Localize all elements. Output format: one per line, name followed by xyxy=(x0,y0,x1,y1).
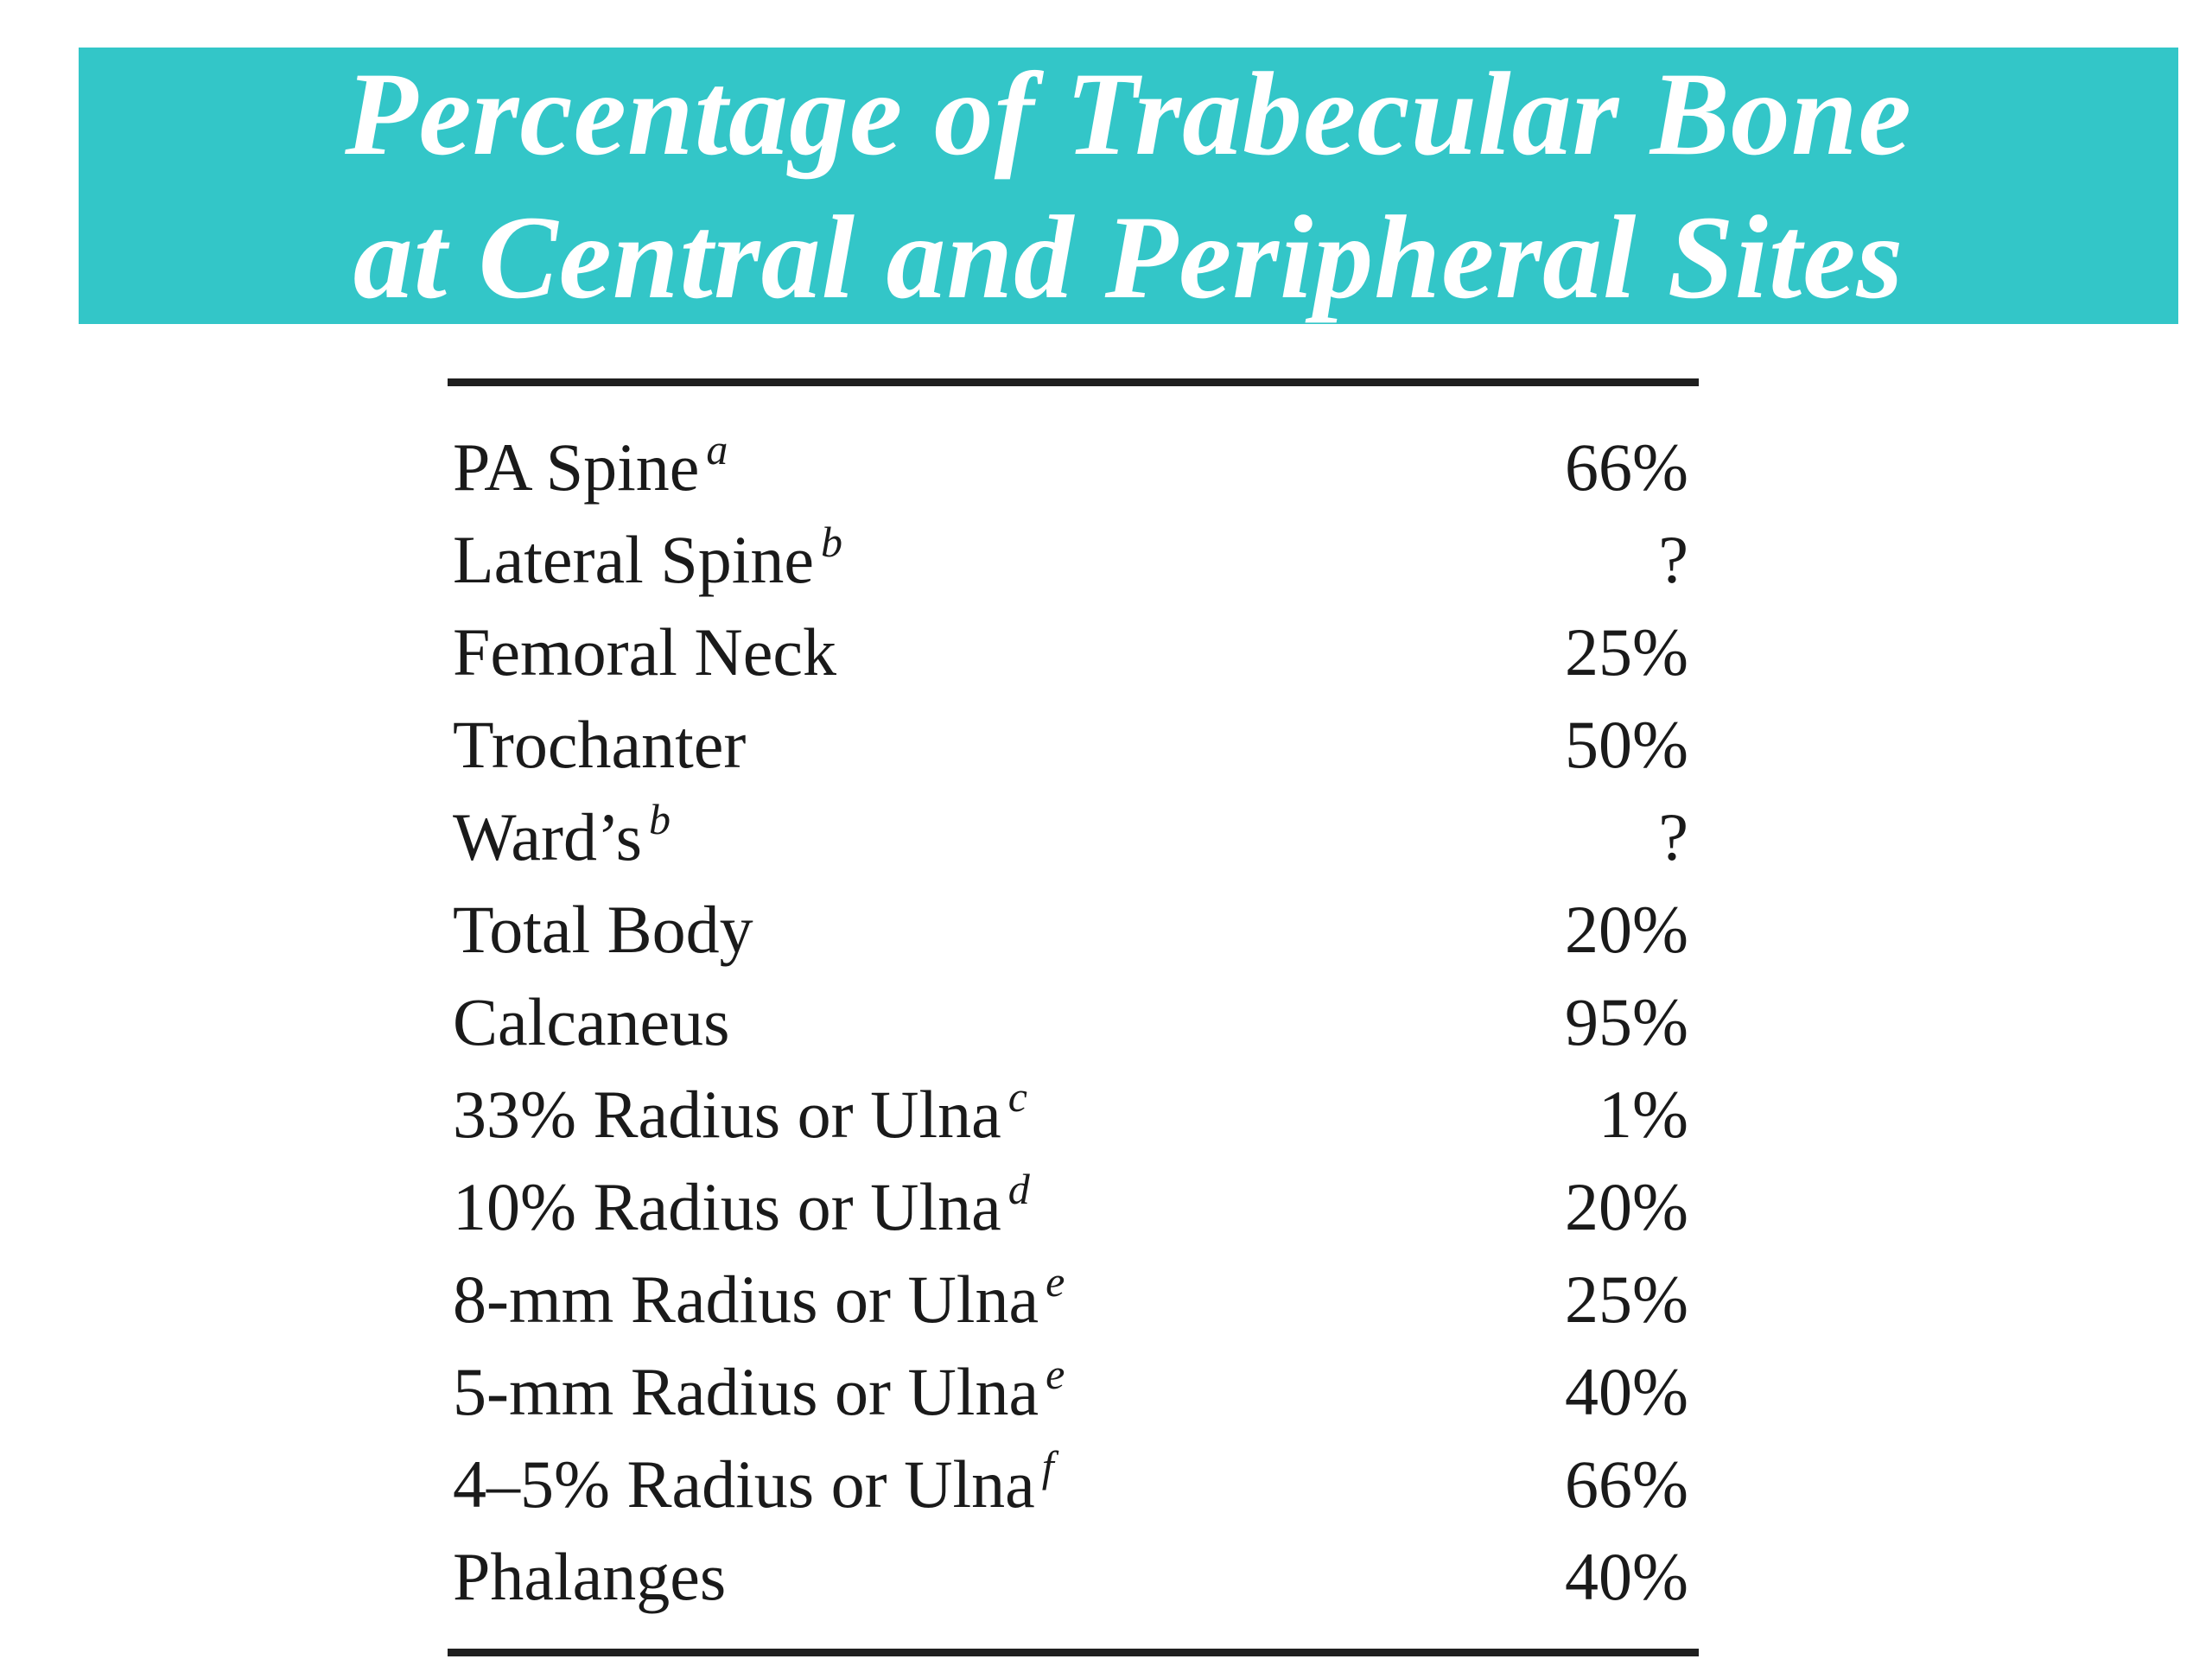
site-cell xyxy=(448,1438,1054,1539)
site-label: Ward’s xyxy=(453,799,642,874)
site-cell xyxy=(448,421,728,522)
value-cell: 25% xyxy=(1565,1262,1688,1337)
site-label: 10% Radius or Ulna xyxy=(453,1169,1001,1244)
table-row xyxy=(448,1253,1699,1345)
table-row xyxy=(448,698,1699,791)
footnote-marker: f xyxy=(1041,1442,1054,1491)
site-cell xyxy=(448,791,671,892)
site-label: Phalanges xyxy=(453,1539,727,1614)
value-cell: ? xyxy=(1658,799,1688,874)
footnote-marker: b xyxy=(821,518,842,566)
footnote-marker: e xyxy=(1046,1257,1065,1306)
site-cell xyxy=(448,1068,1027,1169)
site-cell xyxy=(448,1160,1030,1262)
table-row xyxy=(448,791,1699,883)
value-cell: ? xyxy=(1658,522,1688,597)
value-cell: 66% xyxy=(1565,1446,1688,1522)
title-line-1: Percentage of Trabecular Bone xyxy=(345,48,1912,180)
value-cell: 95% xyxy=(1565,984,1688,1059)
site-label: Trochanter xyxy=(453,707,747,782)
table-row xyxy=(448,1438,1699,1530)
site-label: PA Spine xyxy=(453,429,700,505)
value-cell: 1% xyxy=(1599,1077,1688,1152)
site-label: 33% Radius or Ulna xyxy=(453,1077,1001,1152)
table-row xyxy=(448,513,1699,606)
site-cell xyxy=(448,1345,1065,1446)
table-row xyxy=(448,883,1699,976)
footnote-marker: d xyxy=(1007,1165,1030,1213)
table-row xyxy=(448,1160,1699,1253)
footnote-marker: b xyxy=(649,795,671,843)
title-banner xyxy=(79,48,2178,324)
value-cell: 40% xyxy=(1565,1354,1688,1429)
table-row xyxy=(448,1068,1699,1160)
table-row xyxy=(448,1345,1699,1438)
table-bottom-rule xyxy=(448,1649,1699,1656)
site-label: 8-mm Radius or Ulna xyxy=(453,1262,1039,1337)
site-cell xyxy=(448,698,753,799)
site-label: 5-mm Radius or Ulna xyxy=(453,1354,1039,1429)
footnote-marker: a xyxy=(706,425,728,474)
site-label: 4–5% Radius or Ulna xyxy=(453,1446,1035,1522)
site-cell xyxy=(448,1530,733,1631)
site-label: Total Body xyxy=(453,892,753,967)
value-cell: 20% xyxy=(1565,1169,1688,1244)
table-row xyxy=(448,606,1699,698)
table-top-rule xyxy=(448,378,1699,386)
site-label: Lateral Spine xyxy=(453,522,814,597)
site-label: Femoral Neck xyxy=(453,614,837,690)
value-cell: 66% xyxy=(1565,429,1688,505)
value-cell: 20% xyxy=(1565,892,1688,967)
site-cell xyxy=(448,976,737,1077)
site-cell xyxy=(448,883,760,984)
value-cell: 40% xyxy=(1565,1539,1688,1614)
site-cell xyxy=(448,513,842,614)
footnote-marker: c xyxy=(1007,1072,1027,1121)
table-row xyxy=(448,1530,1699,1623)
site-cell xyxy=(448,1253,1065,1354)
title-line-2: at Central and Peripheral Sites xyxy=(353,191,1904,323)
value-cell: 25% xyxy=(1565,614,1688,690)
value-cell: 50% xyxy=(1565,707,1688,782)
footnote-marker: e xyxy=(1046,1350,1065,1398)
table-row xyxy=(448,976,1699,1068)
table-row xyxy=(448,421,1699,513)
trabecular-bone-table xyxy=(448,378,1699,1656)
site-label: Calcaneus xyxy=(453,984,730,1059)
site-cell xyxy=(448,606,843,707)
